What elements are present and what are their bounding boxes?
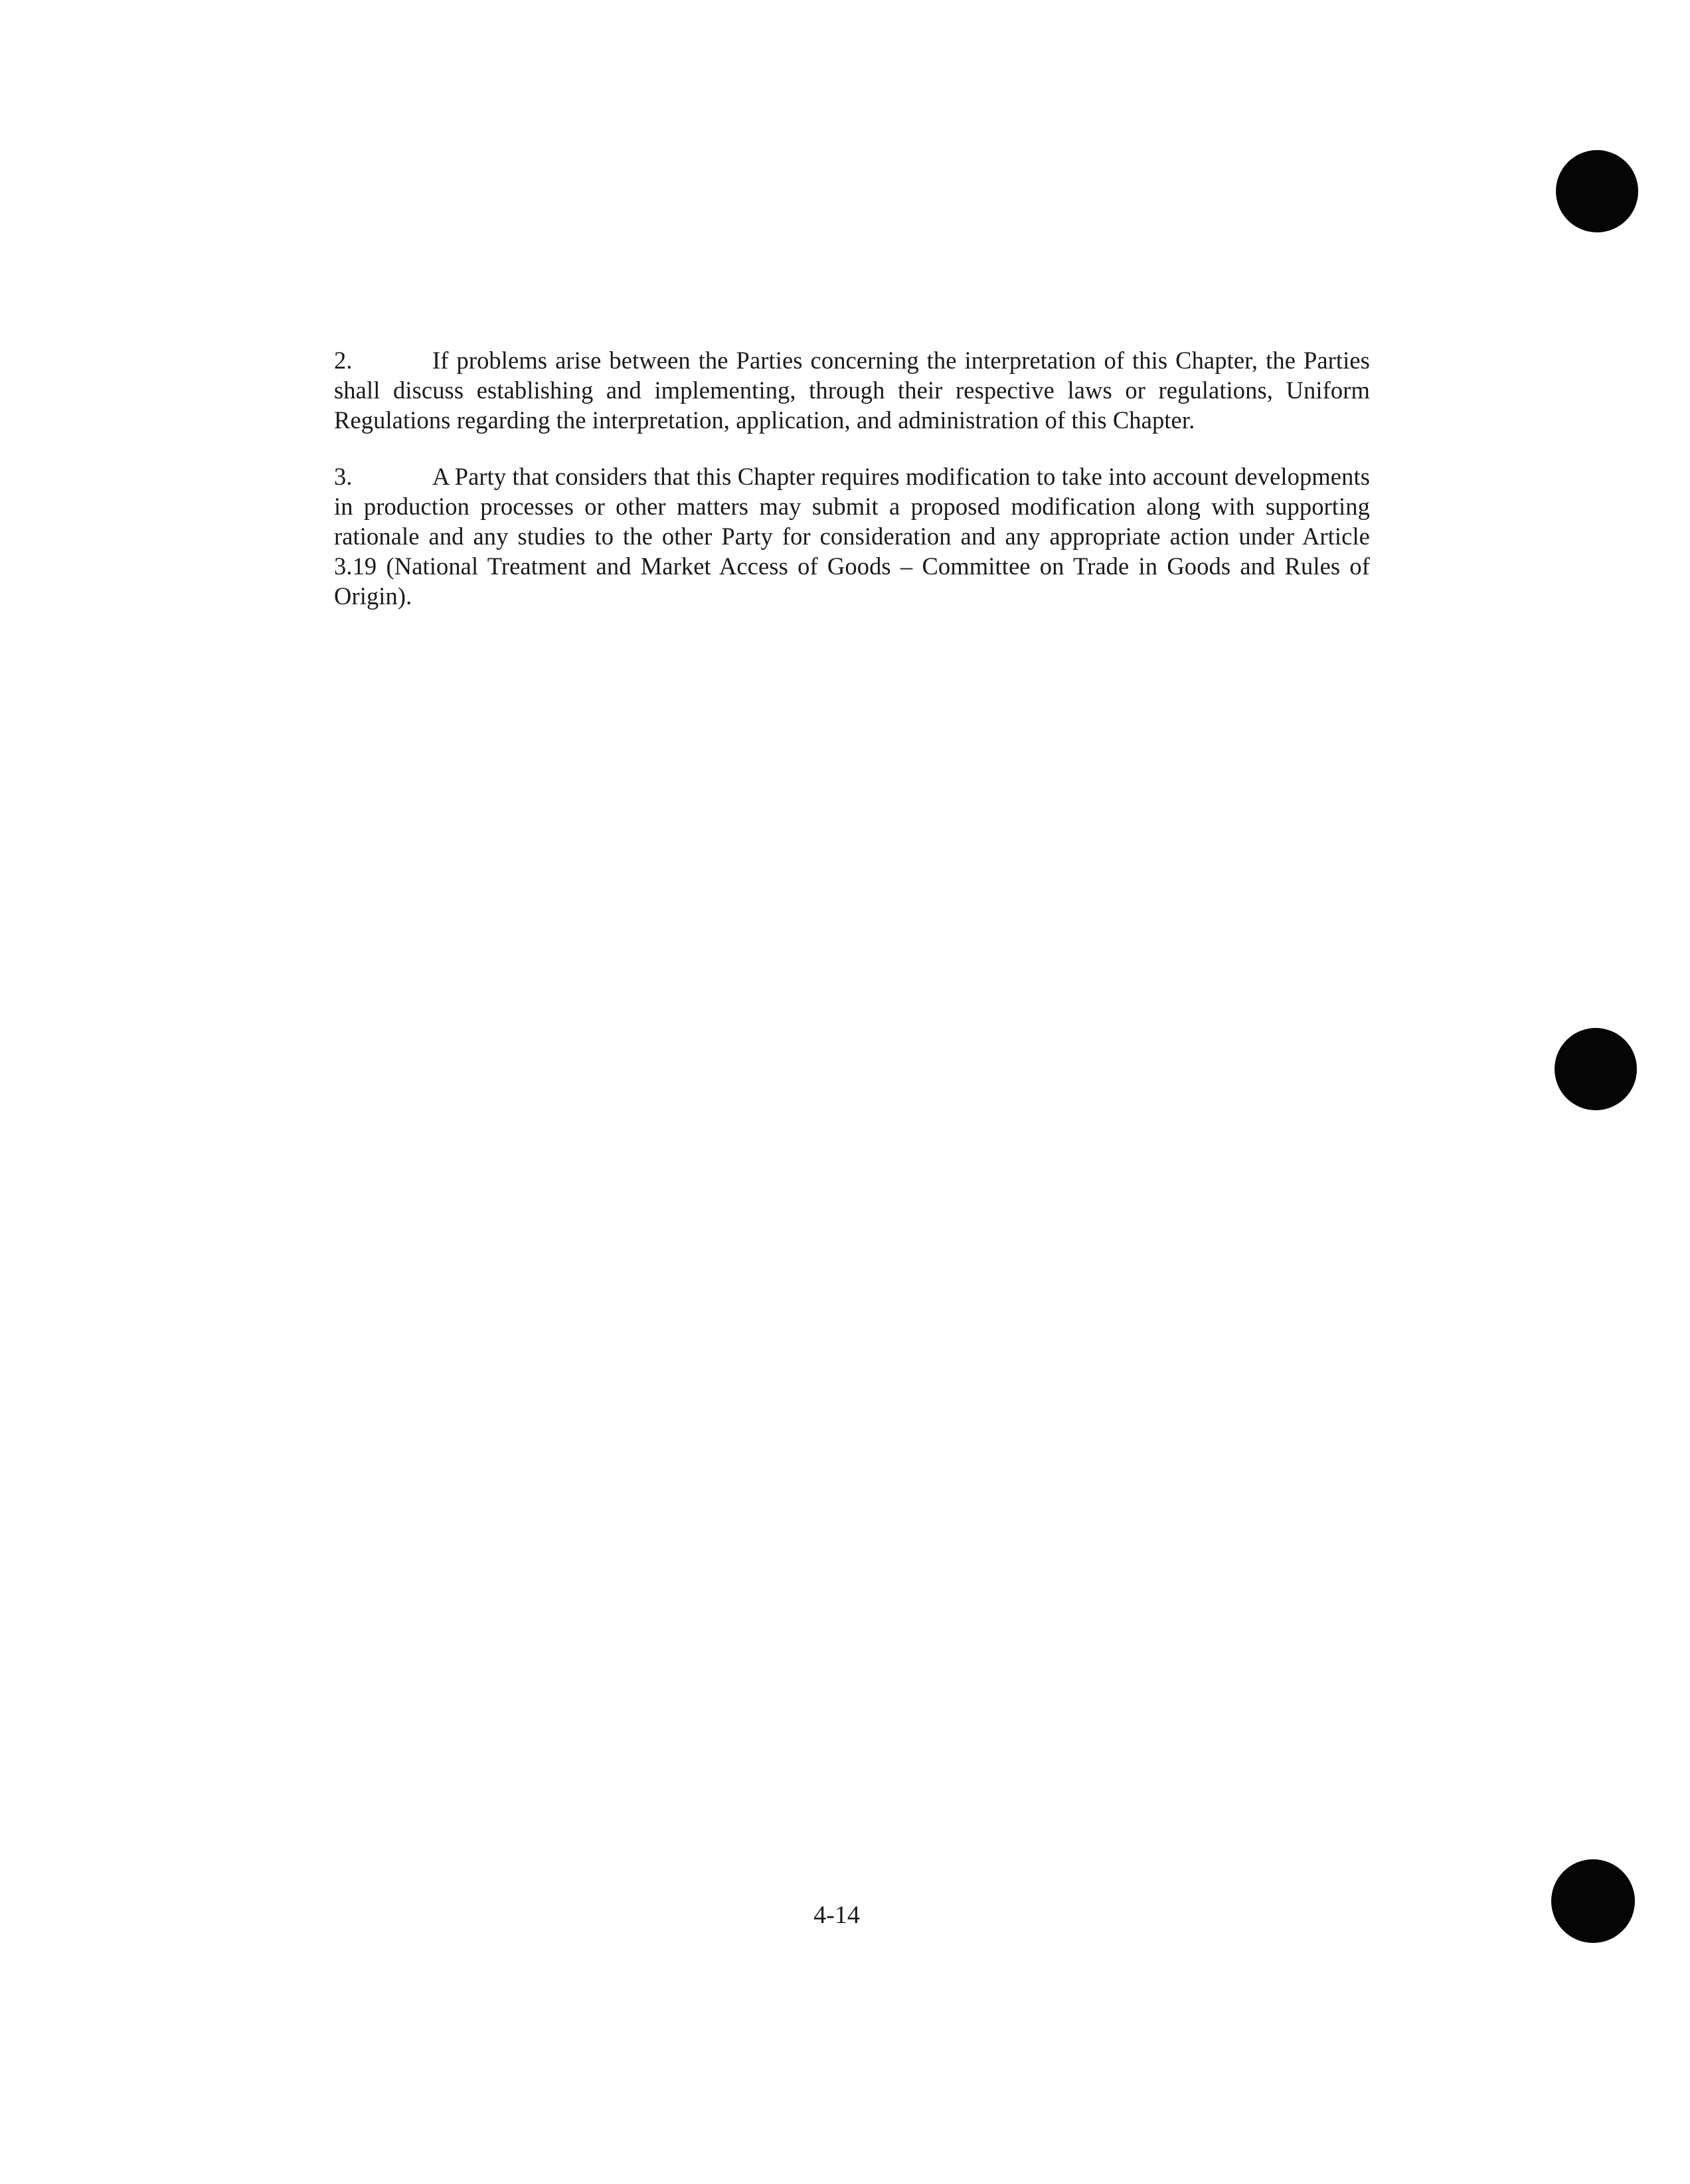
paragraph-number: 2. [334, 347, 353, 374]
paragraph-number: 3. [334, 463, 353, 490]
paragraph-text: If problems arise between the Parties concerning the interpretation of this Chapter, the Parties shall discuss establishing and implementing, through their respective laws or regulations, Uniform Regulations regarding the interpretation, application, and administration of this Chapter. [334, 347, 1370, 434]
paragraph-text: A Party that considers that this Chapter requires modification to take into account developments in production processes or other matters may submit a proposed modification along with supporting rationale and any studies to the other Party for consideration and any appropriate action under Article 3.19 (National Treatment and Market Access of Goods – Committee on Trade in Goods and Rules of Origin). [334, 463, 1370, 610]
paragraph-3 [334, 462, 1370, 611]
punch-hole-middle [1555, 1028, 1637, 1110]
punch-hole-bottom [1551, 1859, 1635, 1943]
punch-hole-top [1556, 150, 1638, 232]
page-number: 4-14 [813, 1901, 860, 1929]
paragraph-2 [334, 345, 1370, 435]
